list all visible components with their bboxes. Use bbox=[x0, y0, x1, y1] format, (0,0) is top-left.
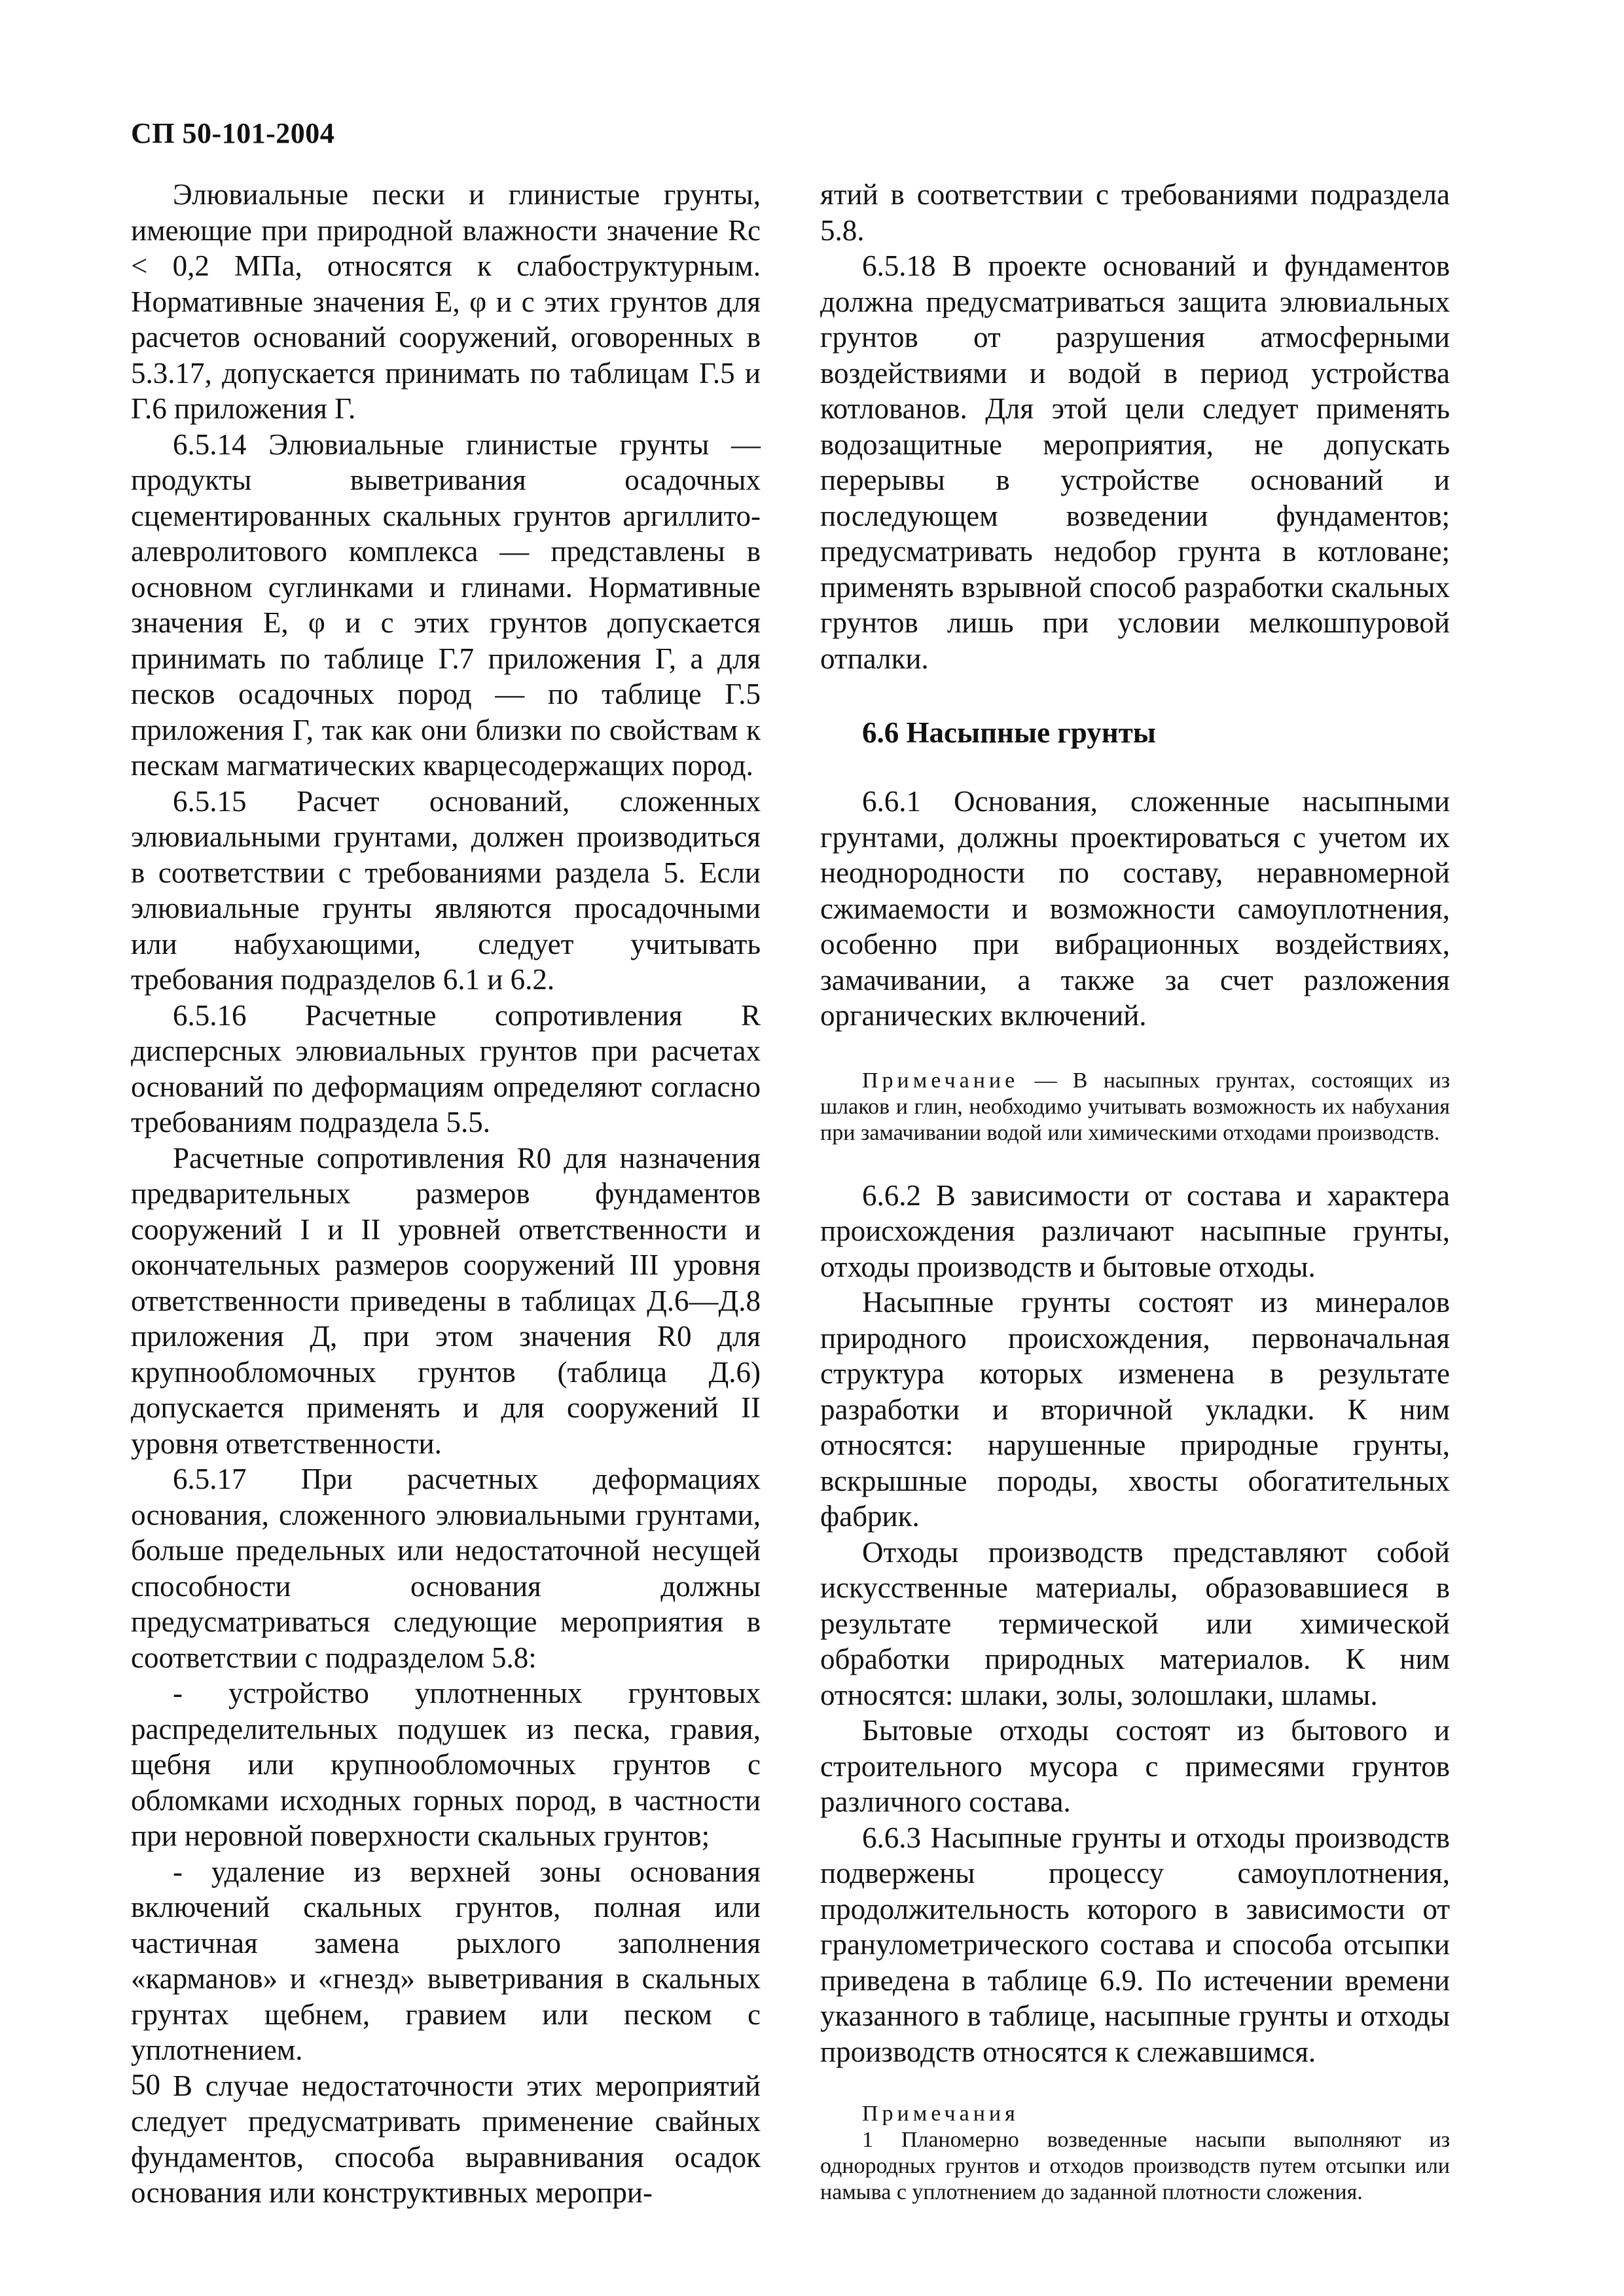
paragraph-6-5-17: 6.5.17 При расчетных деформациях основания, сложенного элювиальными грунтами, больше предельных или недостаточной несущей способности основания должны предусматриваться следующие мероприятия в соответствии с подразделом 5.8: bbox=[131, 1463, 761, 1674]
paragraph-fill-soils: Насыпные грунты состоят из минералов природного происхождения, первоначальная структура которых изменена в результате разработки и вторичной укладки. К ним относятся: нарушенные природные грунты, вскрышные породы, хвосты обогатительных фабрик. bbox=[820, 1286, 1450, 1533]
note-block bbox=[820, 1068, 1450, 1146]
paragraph-household-waste: Бытовые отходы состоят из бытового и строительного мусора с примесями грунтов различного состава. bbox=[820, 1714, 1450, 1818]
right-column bbox=[820, 177, 1450, 2206]
document-code-header: СП 50-101-2004 bbox=[131, 117, 335, 149]
paragraph-continuation: ятий в соответствии с требованиями подраздела 5.8. bbox=[820, 178, 1450, 247]
list-item-cushions: - устройство уплотненных грунтовых распределительных подушек из песка, гравия, щебня или крупнообломочных грунтов с обломками исходных горных пород, в частности при неровной поверхности скальных грунтов; bbox=[131, 1677, 761, 1852]
paragraph-6-5-18: 6.5.18 В проекте оснований и фундаментов должна предусматриваться защита элювиальных грунтов от разрушения атмосферными воздействиями и водой в период устройства котлованов. Для этой цели следует применять водозащитные мероприятия, не допускать перерывы в устройстве оснований и последующем возведении фундаментов; предусматривать недобор грунта в котловане; применять взрывной способ разработки скальных грунтов лишь при условии мелкошпуровой отпалки. bbox=[820, 249, 1450, 675]
notes-heading: Примечания bbox=[862, 2102, 1019, 2126]
note-label: Примечание bbox=[862, 1068, 1019, 1093]
list-item-removal: - удаление из верхней зоны основания включений скальных грунтов, полная или частичная замена рыхлого заполнения «карманов» и «гнезд» выветривания в скальных грунтах щебнем, гравием или песком с уплотнением. bbox=[131, 1855, 761, 2066]
paragraph-6-5-16: 6.5.16 Расчетные сопротивления R дисперсных элювиальных грунтов при расчетах оснований по деформациям определяют согласно требованиям подраздела 5.5. bbox=[131, 998, 761, 1139]
paragraph-6-5-14: 6.5.14 Элювиальные глинистые грунты — продукты выветривания осадочных сцементированных скальных грунтов аргиллито-алевролитового комплекса — представлены в основном суглинками и глинами. Нормативные значения E, φ и c этих грунтов допускается принимать по таблице Г.7 приложения Г, а для песков осадочных пород — по таблице Г.5 приложения Г, так как они близки по свойствам к пескам магматических кварцесодержащих пород. bbox=[131, 428, 761, 782]
paragraph-6-6-2: 6.6.2 В зависимости от состава и характера происхождения различают насыпные грунты, отходы производств и бытовые отходы. bbox=[820, 1178, 1450, 1283]
paragraph-6-6-3: 6.6.3 Насыпные грунты и отходы производств подвержены процессу самоуплотнения, продолжительность которого в зависимости от гранулометрического состава и способа отсыпки приведена в таблице 6.9. По истечении времени указанного в таблице, насыпные грунты и отходы производств относятся к слежавшимся. bbox=[820, 1821, 1450, 2068]
note-item-1: 1 Планомерно возведенные насыпи выполняют из однородных грунтов и отходов производств путем отсыпки или намыва с уплотнением до заданной плотности сложения. bbox=[820, 2128, 1450, 2204]
note-text: — В насыпных грунтах, состоящих из шлаков и глин, необходимо учитывать возможность их набухания при замачивании водой или химическими отходами производств. bbox=[820, 1068, 1450, 1145]
section-title-6-6: 6.6 Насыпные грунты bbox=[862, 716, 1156, 749]
paragraph-insufficiency: В случае недостаточности этих мероприятий следует предусматривать применение свайных фундаментов, способа выравнивания осадок основания или конструктивных меропри- bbox=[131, 2069, 761, 2209]
page-number: 50 bbox=[131, 2068, 160, 2101]
paragraph-eluvial-sands: Элювиальные пески и глинистые грунты, имеющие при природной влажности значение Rc < 0,2 МПа, относятся к слабоструктурным. Нормативные значения E, φ и c этих грунтов для расчетов оснований сооружений, оговоренных в 5.3.17, допускается принимать по таблицам Г.5 и Г.6 приложения Г. bbox=[131, 178, 761, 425]
paragraph-production-waste: Отходы производств представляют собой искусственные материалы, образовавшиеся в результате термической или химической обработки природных материалов. К ним относятся: шлаки, золы, золошлаки, шламы. bbox=[820, 1535, 1450, 1711]
paragraph-r0-resistances: Расчетные сопротивления R0 для назначения предварительных размеров фундаментов сооружений I и II уровней ответственности и окончательных размеров сооружений III уровня ответственности приведены в таблицах Д.6—Д.8 приложения Д, при этом значения R0 для крупнообломочных грунтов (таблица Д.6) допускается применять и для сооружений II уровня ответственности. bbox=[131, 1141, 761, 1460]
paragraph-6-6-1: 6.6.1 Основания, сложенные насыпными грунтами, должны проектироваться с учетом их неоднородности по составу, неравномерной сжимаемости и возможности самоуплотнения, особенно при вибрационных воздействиях, замачивании, а также за счет разложения органических включений. bbox=[820, 785, 1450, 1032]
left-column bbox=[131, 177, 761, 2211]
paragraph-6-5-15: 6.5.15 Расчет оснований, сложенных элювиальными грунтами, должен производиться в соответствии с требованиями раздела 5. Если элювиальные грунты являются просадочными или набухающими, следует учитывать требования подразделов 6.1 и 6.2. bbox=[131, 784, 761, 996]
